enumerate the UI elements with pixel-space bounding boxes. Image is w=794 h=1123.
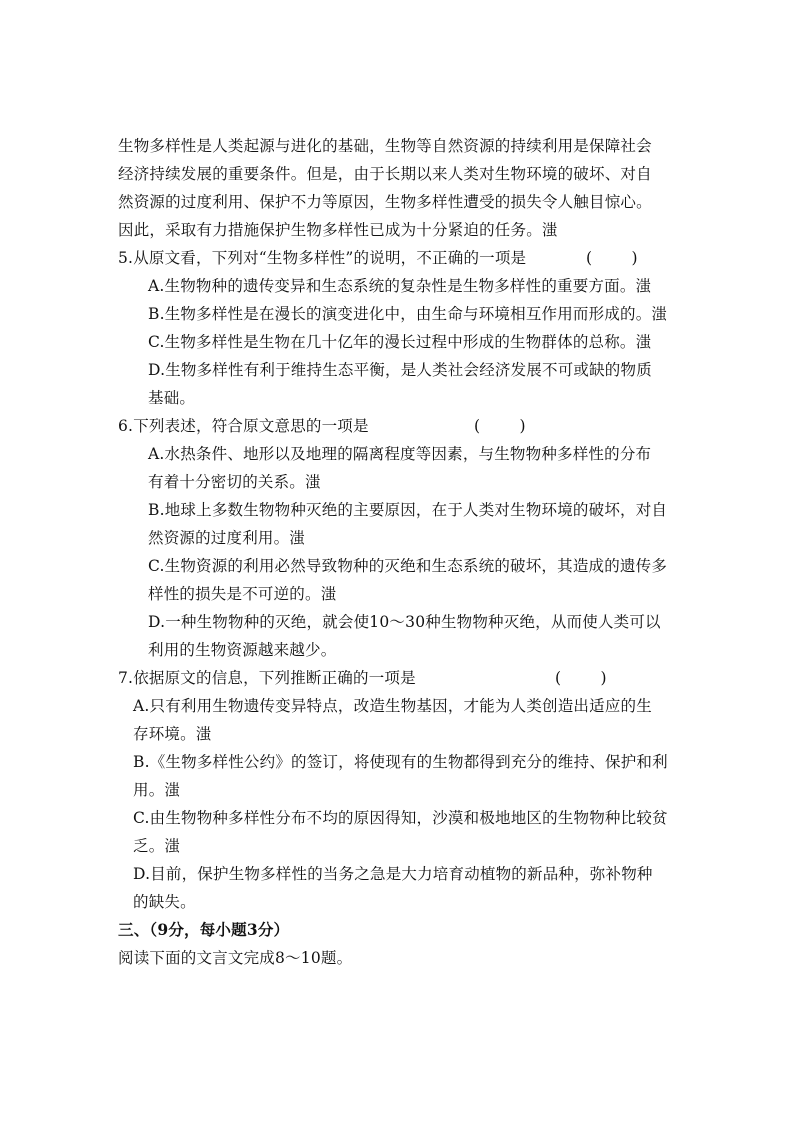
question-5-option-d-cont: 基础。 [148,389,196,407]
question-6-option-d-cont: 利用的生物资源越来越少。 [148,641,337,659]
question-7-option-c: C.由生物物种多样性分布不均的原因得知，沙漠和极地地区的生物物种比较贫 [133,809,668,827]
question-7-option-d-cont: 的缺失。 [133,893,196,911]
question-6-option-a-cont: 有着十分密切的关系。滍 [148,473,321,491]
question-6-option-c: C.生物资源的利用必然导致物种的灭绝和生态系统的破坏，其造成的遗传多 [148,557,668,575]
question-6-stem: 6.下列表述，符合原文意思的一项是 [118,417,369,435]
question-5-option-b: B.生物多样性是在漫长的演变进化中，由生命与环境相互作用而形成的。滍 [148,305,668,323]
intro-line-2: 经济持续发展的重要条件。但是，由于长期以来人类对生物环境的破坏、对自 [118,165,652,183]
question-6-option-b-cont: 然资源的过度利用。滍 [148,529,306,547]
intro-line-3: 然资源的过度利用、保护不力等原因，生物多样性遭受的损失令人触目惊心。 [118,193,652,211]
question-6-option-c-cont: 样性的损失是不可逆的。滍 [148,585,337,603]
question-6-option-b: B.地球上多数生物物种灭绝的主要原因，在于人类对生物环境的破坏，对自 [148,501,668,519]
question-7-option-d: D.目前，保护生物多样性的当务之急是大力培育动植物的新品种，弥补物种 [133,865,653,883]
question-5-option-c: C.生物多样性是生物在几十亿年的漫长过程中形成的生物群体的总称。滍 [148,333,652,351]
intro-line-4: 因此，采取有力措施保护生物多样性已成为十分紧迫的任务。滍 [118,221,558,239]
question-7-option-c-cont: 乏。滍 [133,837,181,855]
question-5-option-a: A.生物物种的遗传变异和生态系统的复杂性是生物多样性的重要方面。滍 [148,277,652,295]
question-7-option-a-cont: 存环境。滍 [133,725,212,743]
section-3-heading: 三、（9分，每小题3分） [118,920,290,939]
question-5-answer-paren: ( ) [586,249,638,267]
question-6-option-a: A.水热条件、地形以及地理的隔离程度等因素，与生物物种多样性的分布 [148,445,652,463]
question-6-option-d: D.一种生物物种的灭绝，就会使10～30种生物物种灭绝，从而使人类可以 [148,613,661,631]
question-7-option-b-cont: 用。滍 [133,781,181,799]
question-7-stem: 7.依据原文的信息，下列推断正确的一项是 [118,669,416,687]
intro-line-1: 生物多样性是人类起源与进化的基础，生物等自然资源的持续利用是保障社会 [118,137,652,155]
question-7-option-b: B.《生物多样性公约》的签订，将使现有的生物都得到充分的维持、保护和利 [133,753,668,771]
section-3-instruction: 阅读下面的文言文完成8～10题。 [118,949,353,967]
question-5-stem: 5.从原文看，下列对“生物多样性”的说明，不正确的一项是 [118,249,527,267]
question-7-option-a: A.只有利用生物遗传变异特点，改造生物基因，才能为人类创造出适应的生 [133,697,652,715]
question-6-answer-paren: ( ) [474,417,526,435]
question-7-answer-paren: ( ) [555,669,607,687]
question-5-option-d: D.生物多样性有利于维持生态平衡，是人类社会经济发展不可或缺的物质 [148,361,652,379]
